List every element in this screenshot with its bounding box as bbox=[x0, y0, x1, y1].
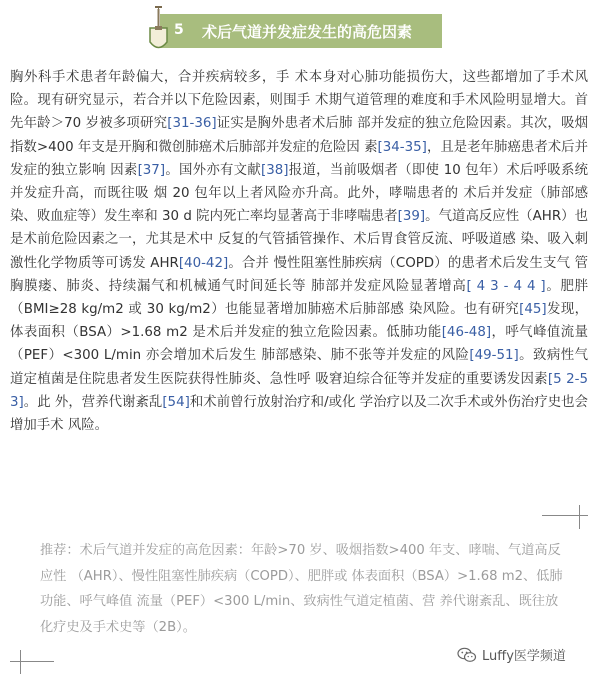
paragraph-text: 发现，体表面积（BSA）>1.68 m2 是术后并发症的独立危险因素。低肺功能 bbox=[10, 302, 588, 341]
citation-ref[interactable]: [34-35] bbox=[377, 139, 427, 155]
paragraph-text: ，且是老年肺癌患者术后并发症的独立影响 因素 bbox=[10, 139, 588, 178]
paragraph-text: 。致病性气 道定植菌是住院患者发生医院获得性肺炎、急性呼 吸窘迫综合征等并发症的重要诱发因素 bbox=[10, 348, 588, 387]
citation-ref[interactable]: [38] bbox=[261, 162, 289, 178]
paragraph-text: 和术前曾行放射治疗和/或化 学治疗以及二次手术或外伤治疗史也会增加手术 风险。 bbox=[10, 394, 588, 434]
paragraph-text: 。此 外，营养代谢紊乱 bbox=[23, 394, 163, 410]
paragraph-text: 。气道高反应性（AHR）也是术前危险因素之一，尤其是术中 反复的气管插管操作、术后胃食管反流、呼吸道感 染、吸入刺激性化学物质等可诱发 AHR bbox=[10, 209, 588, 271]
paragraph-text: 证实是胸外患者术后肺 部并发症的独立危险因素。其次，吸烟指数>400 年支是开胸和微创肺癌术后肺部并发症的危险因 素 bbox=[10, 116, 588, 155]
citation-ref[interactable]: [54] bbox=[162, 394, 190, 410]
citation-ref[interactable]: [40-42] bbox=[178, 255, 229, 271]
citation-ref[interactable]: [49-51] bbox=[469, 348, 519, 364]
citation-ref[interactable]: [31-36] bbox=[167, 116, 217, 132]
paragraph-text: 。合并 慢性阻塞性肺疾病（COPD）的患者术后发生支气 管胸膜瘘、肺炎、持续漏气和机械通气时间延长等 肺部并发症风险显著增高 bbox=[10, 255, 588, 294]
body-paragraph bbox=[10, 66, 588, 437]
shovel-icon bbox=[144, 4, 178, 54]
section-banner bbox=[160, 14, 442, 48]
citation-ref[interactable]: [46-48] bbox=[441, 325, 492, 341]
channel-watermark bbox=[457, 645, 566, 664]
divider-line bbox=[10, 661, 54, 662]
paragraph-text: 。肥胖（BMI≥28 kg/m2 或 30 kg/m2）也能显著增加肺癌术后肺部感 染风险。也有研究 bbox=[10, 278, 588, 318]
citation-ref[interactable]: [ 4 3 - 4 4 ] bbox=[466, 278, 546, 294]
citation-ref[interactable]: [5 2-5 3] bbox=[10, 371, 588, 410]
divider-line bbox=[542, 515, 588, 516]
paragraph-text: 报道，当前吸烟者（即使 10 包年）术后呼吸系统并发症升高，而既往吸 烟 20 包年以上者风险亦升高。此外，哮喘患者的 术后并发症（肺部感染、败血症等）发生率和 30 d 院内死亡率均显著高于非哮喘患者 bbox=[10, 162, 589, 225]
citation-ref[interactable]: [45] bbox=[519, 302, 547, 318]
divider-line bbox=[20, 650, 21, 674]
section-number: 5 bbox=[174, 22, 184, 38]
citation-ref[interactable]: [37] bbox=[137, 162, 166, 178]
paragraph-text: 胸外科手术患者年龄偏大，合并疾病较多，手 术本身对心肺功能损伤大，这些都增加了手术风险。现有研究显示，若合并以下危险因素，则围手 术期气道管理的难度和手术风险明显增大。首先年龄＞70 岁被多项研究 bbox=[10, 70, 588, 132]
watermark-label: Luffy医学频道 bbox=[482, 649, 566, 664]
section-title: 术后气道并发症发生的高危因素 bbox=[202, 23, 413, 41]
citation-ref[interactable]: [39] bbox=[397, 209, 426, 225]
wechat-icon bbox=[457, 647, 477, 663]
recommendation-summary: 推荐：术后气道并发症的高危因素：年龄>70 岁、吸烟指数>400 年支、哮喘、气道高反应性 （AHR）、慢性阻塞性肺疾病（COPD）、肥胖或 体表面积（BSA）>1.68 m2、低肺功能、呼气峰值 流量（PEF）<300 L/min、致病性气道定植菌、营 养代谢紊乱、既往放化疗史及手术史等（2B）。 bbox=[40, 543, 563, 635]
divider-line bbox=[579, 505, 580, 529]
paragraph-text: ，呼气峰值流量（PEF）<300 L/min 亦会增加术后发生 肺部感染、肺不张等并发症的风险 bbox=[10, 325, 588, 364]
paragraph-text: 。国外亦有文献 bbox=[165, 162, 262, 178]
